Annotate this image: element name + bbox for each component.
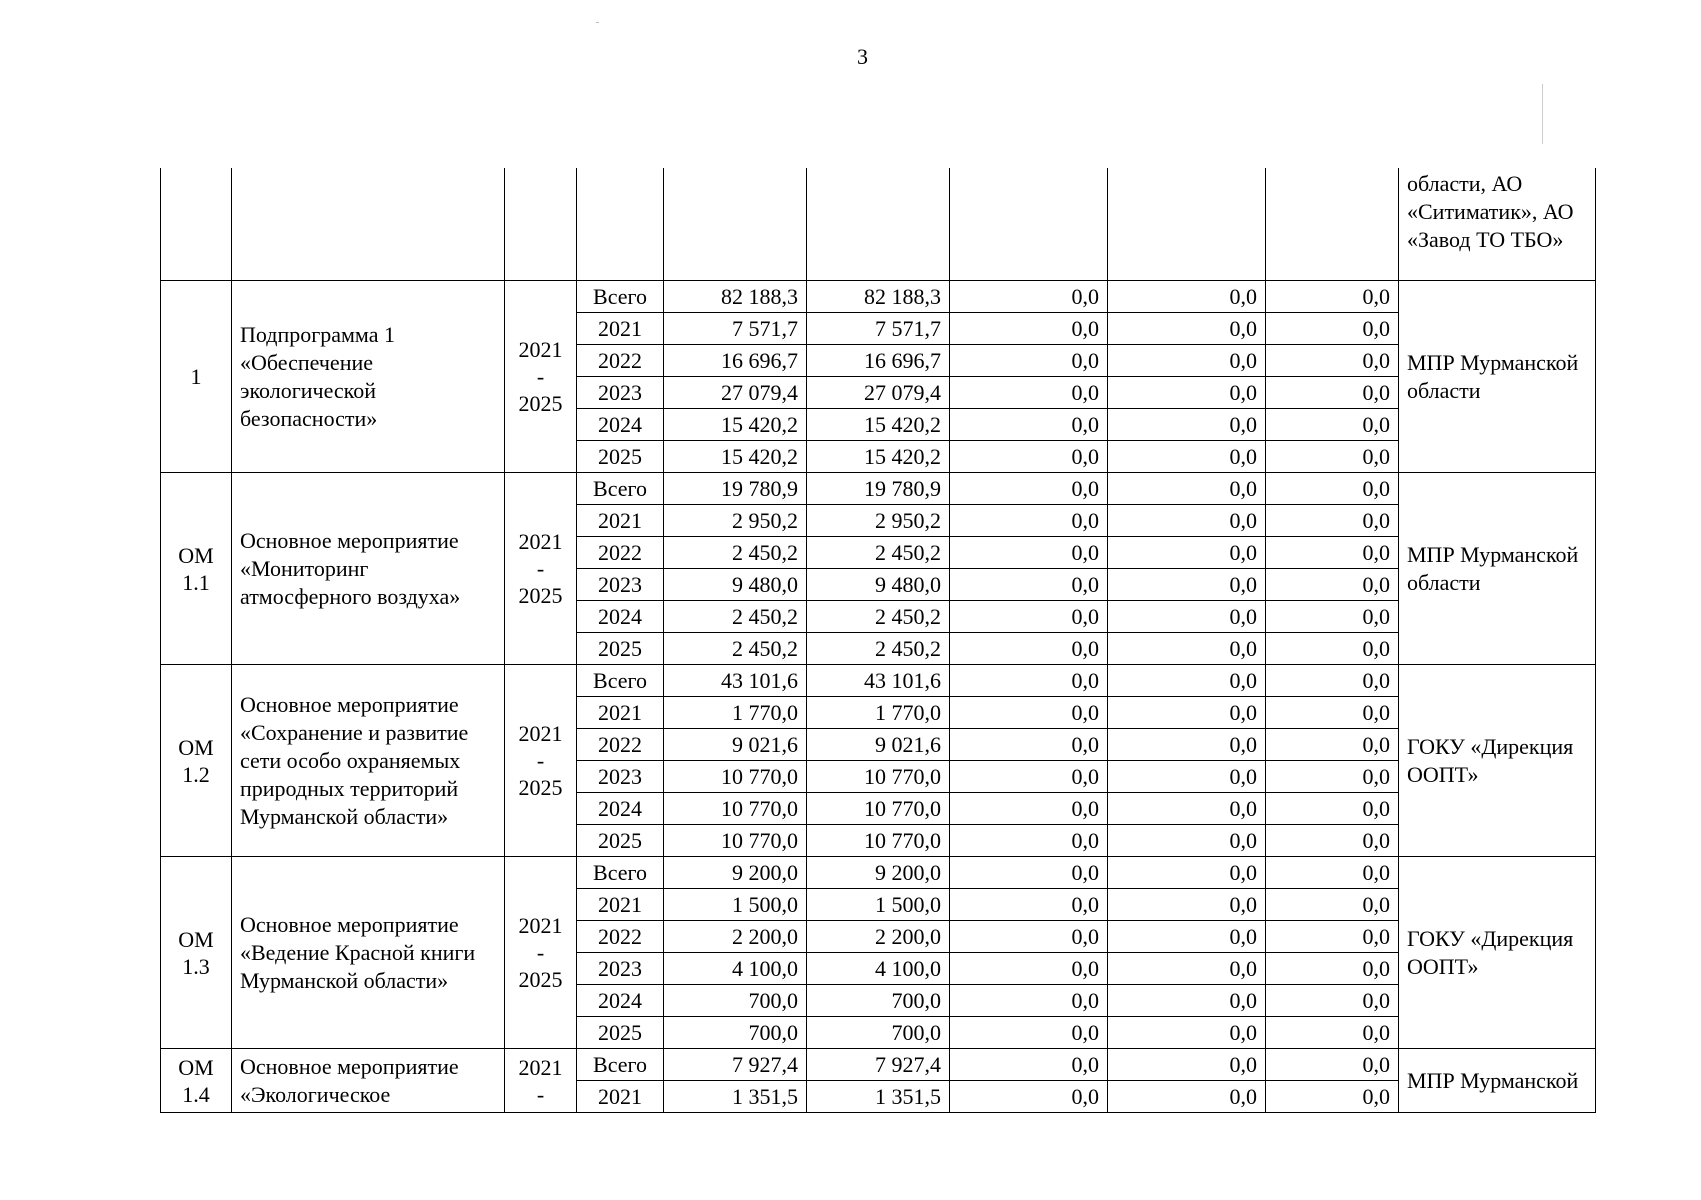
year-cell: 2023 <box>577 953 664 985</box>
amount-cell: 0,0 <box>950 441 1108 473</box>
amount-cell: 7 927,4 <box>807 1049 950 1081</box>
table-row <box>161 281 1596 313</box>
amount-cell: 2 950,2 <box>664 505 807 537</box>
year-cell: 2024 <box>577 601 664 633</box>
amount-cell: 0,0 <box>1266 825 1399 857</box>
amount-cell: 0,0 <box>1266 857 1399 889</box>
amount-cell: 0,0 <box>1108 473 1266 505</box>
amount-cell: 1 351,5 <box>807 1081 950 1113</box>
amount-cell: 9 480,0 <box>664 569 807 601</box>
amount-cell: 0,0 <box>1108 505 1266 537</box>
amount-cell: 2 200,0 <box>807 921 950 953</box>
period-dash: - <box>536 1081 545 1107</box>
amount-cell: 0,0 <box>1108 729 1266 761</box>
amount-cell: 2 450,2 <box>664 633 807 665</box>
amount-cell: 0,0 <box>1108 409 1266 441</box>
amount-cell: 0,0 <box>950 537 1108 569</box>
amount-cell: 27 079,4 <box>664 377 807 409</box>
period-cell <box>505 473 577 665</box>
amount-cell: 1 500,0 <box>664 889 807 921</box>
amount-cell: 700,0 <box>807 1017 950 1049</box>
amount-cell: 10 770,0 <box>807 825 950 857</box>
period-dash: - <box>536 748 545 773</box>
amount-cell: 43 101,6 <box>664 665 807 697</box>
amount-cell: 0,0 <box>1266 441 1399 473</box>
amount-cell: 2 450,2 <box>664 537 807 569</box>
amount-cell: 0,0 <box>950 857 1108 889</box>
amount-cell: 0,0 <box>950 569 1108 601</box>
year-cell: 2023 <box>577 761 664 793</box>
row-name: Основное мероприятие «Ведение Красной книги Мурманской области» <box>232 857 505 1049</box>
amount-cell: 0,0 <box>950 985 1108 1017</box>
year-cell: 2022 <box>577 345 664 377</box>
amount-cell: 43 101,6 <box>807 665 950 697</box>
amount-cell: 0,0 <box>1266 1081 1399 1113</box>
period-to: 2025 <box>518 967 563 992</box>
executor-cell: МПР Мурманской области <box>1399 281 1596 473</box>
year-cell: 2024 <box>577 793 664 825</box>
period-from: 2021 <box>518 913 563 938</box>
amount-cell: 0,0 <box>1108 985 1266 1017</box>
amount-cell: 700,0 <box>807 985 950 1017</box>
amount-cell: 4 100,0 <box>807 953 950 985</box>
amount-cell: 15 420,2 <box>664 409 807 441</box>
amount-cell: 0,0 <box>1108 313 1266 345</box>
amount-cell: 15 420,2 <box>807 441 950 473</box>
year-cell: 2023 <box>577 569 664 601</box>
amount-cell: 2 950,2 <box>807 505 950 537</box>
amount-cell: 0,0 <box>1266 281 1399 313</box>
executor-cell: ГОКУ «Дирекция ООПТ» <box>1399 665 1596 857</box>
amount-cell: 9 200,0 <box>807 857 950 889</box>
year-cell: 2021 <box>577 889 664 921</box>
scan-mark <box>596 22 599 23</box>
period-dash: - <box>536 556 545 581</box>
amount-cell: 0,0 <box>1266 985 1399 1017</box>
amount-cell: 0,0 <box>1266 473 1399 505</box>
amount-cell: 0,0 <box>1266 505 1399 537</box>
year-cell: Всего <box>577 281 664 313</box>
amount-cell: 0,0 <box>950 633 1108 665</box>
table-row <box>161 473 1596 505</box>
period-cell <box>505 665 577 857</box>
amount-cell: 0,0 <box>1266 601 1399 633</box>
amount-cell: 10 770,0 <box>807 793 950 825</box>
amount-cell: 7 571,7 <box>664 313 807 345</box>
amount-cell: 2 450,2 <box>664 601 807 633</box>
year-cell: Всего <box>577 665 664 697</box>
year-cell <box>577 168 664 281</box>
amount-cell: 1 770,0 <box>807 697 950 729</box>
amount-cell: 0,0 <box>1108 441 1266 473</box>
amount-cell: 0,0 <box>1266 953 1399 985</box>
amount-cell: 0,0 <box>1108 857 1266 889</box>
amount-cell: 0,0 <box>1108 825 1266 857</box>
amount-cell: 0,0 <box>950 793 1108 825</box>
amount-cell: 9 021,6 <box>664 729 807 761</box>
period-dash: - <box>536 364 545 389</box>
amount-cell: 0,0 <box>1108 953 1266 985</box>
period-dash: - <box>536 940 545 965</box>
amount-cell: 1 500,0 <box>807 889 950 921</box>
amount-cell: 0,0 <box>1108 1049 1266 1081</box>
year-cell: 2022 <box>577 921 664 953</box>
amount-cell: 2 450,2 <box>807 633 950 665</box>
amount-cell: 16 696,7 <box>807 345 950 377</box>
table-row <box>161 857 1596 889</box>
row-name: Основное мероприятие «Мониторинг атмосферного воздуха» <box>232 473 505 665</box>
amount-cell: 1 770,0 <box>664 697 807 729</box>
row-name: Основное мероприятие «Сохранение и развитие сети особо охраняемых природных территорий Мурманской области» <box>232 665 505 857</box>
year-cell: 2025 <box>577 1017 664 1049</box>
period-from: 2021 <box>518 1054 563 1080</box>
amount-cell: 16 696,7 <box>664 345 807 377</box>
amount-cell: 0,0 <box>1108 345 1266 377</box>
amount-cell: 0,0 <box>1108 761 1266 793</box>
amount-cell: 0,0 <box>950 953 1108 985</box>
scan-mark <box>1542 84 1543 144</box>
amount-cell: 10 770,0 <box>664 761 807 793</box>
amount-cell: 0,0 <box>1266 1049 1399 1081</box>
period-cell <box>505 1049 577 1113</box>
amount-cell: 1 351,5 <box>664 1081 807 1113</box>
amount-cell: 0,0 <box>950 825 1108 857</box>
executor-cell: МПР Мурманской области <box>1399 473 1596 665</box>
period-to: 2025 <box>518 775 563 800</box>
amount-cell: 0,0 <box>1266 697 1399 729</box>
amount-cell: 15 420,2 <box>807 409 950 441</box>
amount-cell: 0,0 <box>950 697 1108 729</box>
amount-cell: 7 571,7 <box>807 313 950 345</box>
amount-cell: 0,0 <box>950 601 1108 633</box>
row-code: ОМ 1.2 <box>161 665 232 857</box>
amount-cell: 2 200,0 <box>664 921 807 953</box>
amount-cell: 9 480,0 <box>807 569 950 601</box>
amount-cell: 0,0 <box>950 281 1108 313</box>
amount-cell: 0,0 <box>1266 921 1399 953</box>
table-row <box>161 1049 1596 1081</box>
amount-cell: 0,0 <box>950 729 1108 761</box>
amount-cell: 0,0 <box>1108 697 1266 729</box>
amount-cell: 9 200,0 <box>664 857 807 889</box>
year-cell: 2022 <box>577 729 664 761</box>
amount-cell: 27 079,4 <box>807 377 950 409</box>
amount-cell: 0,0 <box>950 1049 1108 1081</box>
name-cell <box>232 168 505 281</box>
amount-cell: 0,0 <box>1108 1017 1266 1049</box>
year-cell: 2025 <box>577 825 664 857</box>
amount-cell: 0,0 <box>1108 921 1266 953</box>
amount-cell: 0,0 <box>1108 665 1266 697</box>
amount-cell: 0,0 <box>1108 569 1266 601</box>
amount-cell: 0,0 <box>950 377 1108 409</box>
amount-cell: 0,0 <box>950 505 1108 537</box>
amount-cell: 0,0 <box>1266 633 1399 665</box>
row-name: Основное мероприятие «Экологическое <box>232 1049 505 1113</box>
period-from: 2021 <box>518 529 563 554</box>
amount-cell: 15 420,2 <box>664 441 807 473</box>
year-cell: 2025 <box>577 441 664 473</box>
table-row <box>161 665 1596 697</box>
amount-cell: 0,0 <box>1108 601 1266 633</box>
amount-cell: 0,0 <box>950 921 1108 953</box>
year-cell: 2024 <box>577 985 664 1017</box>
amount-cell: 0,0 <box>950 409 1108 441</box>
amount-cell: 10 770,0 <box>664 793 807 825</box>
amount-cell: 0,0 <box>1266 665 1399 697</box>
year-cell: 2021 <box>577 313 664 345</box>
period-cell <box>505 168 577 281</box>
amount-cell: 0,0 <box>1266 569 1399 601</box>
year-cell: 2022 <box>577 537 664 569</box>
row-code: 1 <box>161 281 232 473</box>
amount-cell: 10 770,0 <box>664 825 807 857</box>
period-from: 2021 <box>518 721 563 746</box>
amount-cell: 0,0 <box>1266 1017 1399 1049</box>
amount-cell: 0,0 <box>1266 729 1399 761</box>
year-cell: 2023 <box>577 377 664 409</box>
amount-cell: 0,0 <box>1108 377 1266 409</box>
amount-cell: 7 927,4 <box>664 1049 807 1081</box>
year-cell: 2021 <box>577 1081 664 1113</box>
amount-cell: 19 780,9 <box>807 473 950 505</box>
year-cell: 2024 <box>577 409 664 441</box>
amount-cell: 0,0 <box>1266 889 1399 921</box>
period-from: 2021 <box>518 337 563 362</box>
amount-cell: 0,0 <box>950 473 1108 505</box>
code-cell <box>161 168 232 281</box>
amount-cell: 0,0 <box>1108 793 1266 825</box>
amount-cell: 700,0 <box>664 985 807 1017</box>
amount-cell: 82 188,3 <box>664 281 807 313</box>
amount-cell: 0,0 <box>950 665 1108 697</box>
amount-cell: 0,0 <box>1108 889 1266 921</box>
amount-cell <box>1266 168 1399 281</box>
amount-cell: 0,0 <box>1108 1081 1266 1113</box>
amount-cell: 9 021,6 <box>807 729 950 761</box>
year-cell: 2025 <box>577 633 664 665</box>
amount-cell: 0,0 <box>1266 793 1399 825</box>
period-to: 2025 <box>518 391 563 416</box>
continuation-row <box>161 168 1596 281</box>
amount-cell: 0,0 <box>1108 537 1266 569</box>
amount-cell <box>950 168 1108 281</box>
year-cell: Всего <box>577 473 664 505</box>
amount-cell: 700,0 <box>664 1017 807 1049</box>
amount-cell: 0,0 <box>950 1081 1108 1113</box>
amount-cell: 0,0 <box>1266 537 1399 569</box>
amount-cell <box>1108 168 1266 281</box>
amount-cell: 2 450,2 <box>807 601 950 633</box>
executor-cell: области, АО «Ситиматик», АО «Завод ТО ТБО» <box>1399 168 1596 281</box>
period-to: 2025 <box>518 583 563 608</box>
amount-cell: 4 100,0 <box>664 953 807 985</box>
row-code: ОМ 1.1 <box>161 473 232 665</box>
executor-cell: ГОКУ «Дирекция ООПТ» <box>1399 857 1596 1049</box>
year-cell: Всего <box>577 857 664 889</box>
amount-cell <box>807 168 950 281</box>
amount-cell: 19 780,9 <box>664 473 807 505</box>
executor-cell: МПР Мурманской <box>1399 1049 1596 1113</box>
row-code: ОМ 1.3 <box>161 857 232 1049</box>
amount-cell: 0,0 <box>1266 409 1399 441</box>
year-cell: Всего <box>577 1049 664 1081</box>
budget-table <box>160 168 1596 1113</box>
period-cell <box>505 281 577 473</box>
amount-cell: 0,0 <box>1266 761 1399 793</box>
year-cell: 2021 <box>577 697 664 729</box>
year-cell: 2021 <box>577 505 664 537</box>
page-number: 3 <box>857 44 868 69</box>
amount-cell: 0,0 <box>1266 345 1399 377</box>
amount-cell: 0,0 <box>1108 281 1266 313</box>
period-cell <box>505 857 577 1049</box>
amount-cell: 82 188,3 <box>807 281 950 313</box>
row-name: Подпрограмма 1 «Обеспечение экологической безопасности» <box>232 281 505 473</box>
amount-cell: 0,0 <box>950 761 1108 793</box>
amount-cell: 10 770,0 <box>807 761 950 793</box>
amount-cell: 0,0 <box>950 313 1108 345</box>
amount-cell: 0,0 <box>950 1017 1108 1049</box>
amount-cell: 0,0 <box>1266 377 1399 409</box>
row-code: ОМ 1.4 <box>161 1049 232 1113</box>
amount-cell: 0,0 <box>1108 633 1266 665</box>
amount-cell: 0,0 <box>950 345 1108 377</box>
amount-cell: 0,0 <box>950 889 1108 921</box>
amount-cell <box>664 168 807 281</box>
amount-cell: 0,0 <box>1266 313 1399 345</box>
amount-cell: 2 450,2 <box>807 537 950 569</box>
